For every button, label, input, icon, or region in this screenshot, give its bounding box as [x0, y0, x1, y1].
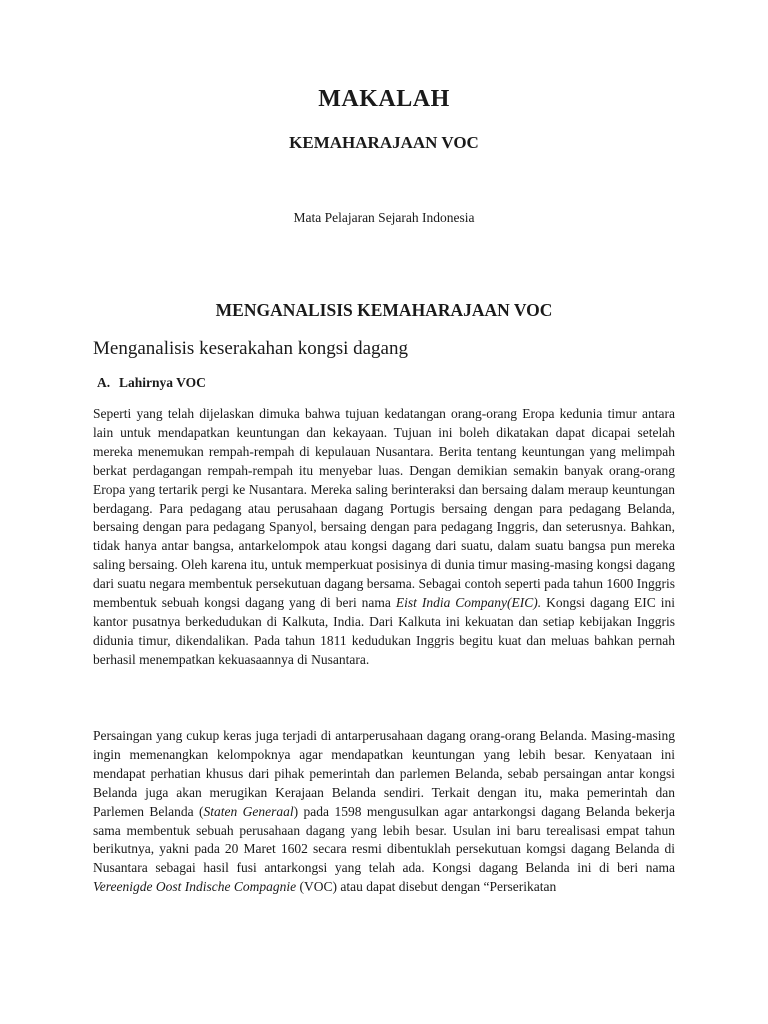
- section-heading: Menganalisis keserakahan kongsi dagang: [93, 338, 408, 359]
- document-subtitle: KEMAHARAJAAN VOC: [289, 133, 479, 152]
- paragraph-lahirnya-voc-1: [93, 405, 675, 670]
- subsection-label: Lahirnya VOC: [119, 375, 206, 390]
- chapter-heading: MENGANALISIS KEMAHARAJAAN VOC: [215, 300, 553, 320]
- italic-term-staten-generaal: Staten Generaal: [203, 803, 294, 819]
- paragraph-text: ) pada 1598 mengusulkan agar antarkongsi dagang Belanda bekerja sama membentuk sebuah perusahaan dagang yang lebih besar. Usulan ini baru terealisasi empat tahun berikutnya, yakni pada 20 Maret 1602 secara resmi dibentuklah persekutuan komgsi dagang Belanda di Nusantara sebagai hasil fusi antarkongsi yang telah ada. Kongsi dagang Belanda ini di beri nama: [93, 803, 675, 876]
- subsection-number: A.: [97, 375, 111, 390]
- paragraph-lahirnya-voc-2: [93, 727, 675, 897]
- paragraph-text: Persaingan yang cukup keras juga terjadi di antarperusahaan dagang orang-orang Belanda. Masing-masing ingin memenangkan kelompoknya agar mendapatkan keuntungan yang lebih besar. Kenyataan ini mendapat perhatian khusus dari pihak pemerintah dan parlemen Belanda, sebab persaingan antar kongsi Belanda juga akan merugikan Kerajaan Belanda sendiri. Terkait dengan itu, maka pemerintah dan Parlemen Belanda (: [93, 728, 675, 819]
- subsection-heading: [97, 375, 206, 391]
- document-title: MAKALAH: [318, 86, 450, 112]
- subject-line: Mata Pelajaran Sejarah Indonesia: [293, 210, 475, 225]
- paragraph-text: Kongsi dagang EIC ini kantor pusatnya berkedudukan di Kalkuta, India. Dari Kalkuta ini kekuatan dan setiap kebijakan Inggris didunia timur, dikendalikan. Pada tahun 1811 kedudukan Inggris begitu kuat dan meluas bahkan pernah berhasil menempatkan kekuasaannya di Nusantara.: [93, 595, 675, 667]
- italic-term-voc: Vereenigde Oost Indische Compagnie: [93, 879, 297, 895]
- paragraph-text: (VOC) atau dapat disebut dengan “Perserikatan: [296, 879, 557, 895]
- paragraph-text: Seperti yang telah dijelaskan dimuka bahwa tujuan kedatangan orang-orang Eropa kedunia timur antara lain untuk mendapatkan keuntungan dan kekayaan. Tujuan ini boleh dikatakan dapat dicapai setelah mereka menemukan rempah-rempah di kepulauan Nusantara. Berita tentang keuntungan yang melimpah berkat perdagangan rempah-rempah itu menyebar luas. Dengan demikian semakin banyak orang-orang Eropa yang tertarik pergi ke Nusantara. Mereka saling berinteraksi dan bersaing dalam meraup keuntungan berdagang. Para pedagang atau perusahaan dagang Portugis bersaing dengan para pedagang Belanda, bersaing dengan para pedagang Spanyol, bersaing dengan para pedagang Inggris, dan seterusnya. Bahkan, tidak hanya antar bangsa, antarkelompok atau kongsi dagang dari suatu, dalam suatu bangsa pun mereka saling bersaing. Oleh karena itu, untuk memperkuat posisinya di dunia timur masing-masing kongsi dagang dari suatu negara membentuk persekutuan dagang bersama. Sebagai contoh seperti pada tahun 1600 Inggris membentuk sebuah kongsi dagang yang di beri nama: [93, 406, 675, 611]
- italic-term-eic: Eist India Company(EIC).: [395, 595, 542, 611]
